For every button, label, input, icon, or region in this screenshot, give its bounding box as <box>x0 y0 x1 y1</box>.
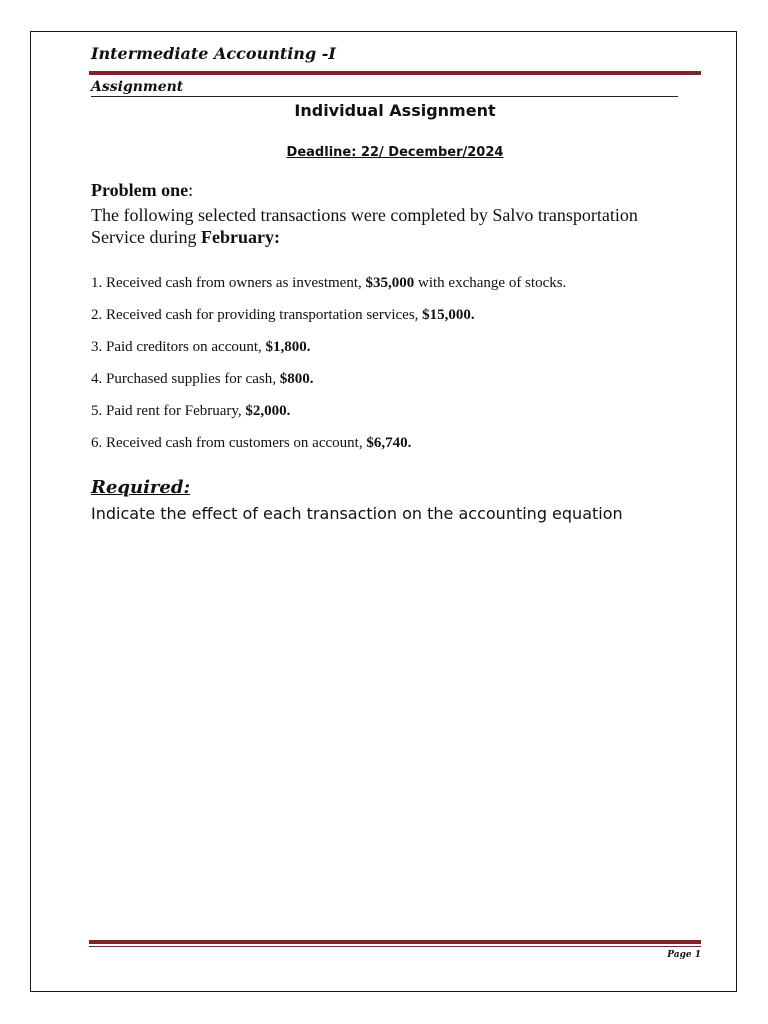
transaction-item <box>91 272 566 304</box>
problem-intro-text: The following selected transactions were completed by Salvo transportation Service during <box>91 205 638 247</box>
transaction-amount: $6,740. <box>366 435 412 451</box>
required-text: Indicate the effect of each transaction on the accounting equation <box>91 504 623 523</box>
transaction-text: 6. Received cash from customers on account, <box>91 435 367 451</box>
header-course-title: Intermediate Accounting -I <box>91 44 336 63</box>
document-title: Individual Assignment <box>294 101 496 120</box>
transaction-item <box>91 400 566 432</box>
required-heading: Required: <box>91 477 191 498</box>
transaction-text: 2. Received cash for providing transportation services, <box>91 307 423 323</box>
problem-intro <box>91 204 691 248</box>
transaction-suffix: with exchange of stocks. <box>414 275 567 291</box>
problem-heading: Problem one: <box>91 180 194 200</box>
transaction-text: 3. Paid creditors on account, <box>91 339 266 355</box>
transaction-item <box>91 336 566 368</box>
footer-rule <box>89 940 701 944</box>
header-rule <box>89 71 701 75</box>
transaction-item <box>91 368 566 400</box>
transaction-text: 5. Paid rent for February, <box>91 403 246 419</box>
transaction-amount: $35,000 <box>365 275 415 291</box>
page-number: Page 1 <box>667 950 701 960</box>
transaction-amount: $800. <box>279 371 314 387</box>
problem-intro-month: February: <box>200 227 280 247</box>
transaction-text: 1. Received cash from owners as investment, <box>91 275 366 291</box>
transaction-list <box>91 272 566 464</box>
transaction-amount: $2,000. <box>245 403 291 419</box>
deadline: Deadline: 22/ December/2024 <box>286 145 504 160</box>
transaction-amount: $15,000. <box>422 307 475 323</box>
transaction-item <box>91 304 566 336</box>
transaction-item <box>91 432 566 464</box>
problem-heading-label: Problem one <box>91 180 189 200</box>
footer-rule-thin <box>89 946 701 947</box>
transaction-text: 4. Purchased supplies for cash, <box>91 371 280 387</box>
header-section-label: Assignment <box>91 79 184 95</box>
transaction-amount: $1,800. <box>265 339 311 355</box>
header-underline <box>91 96 678 97</box>
